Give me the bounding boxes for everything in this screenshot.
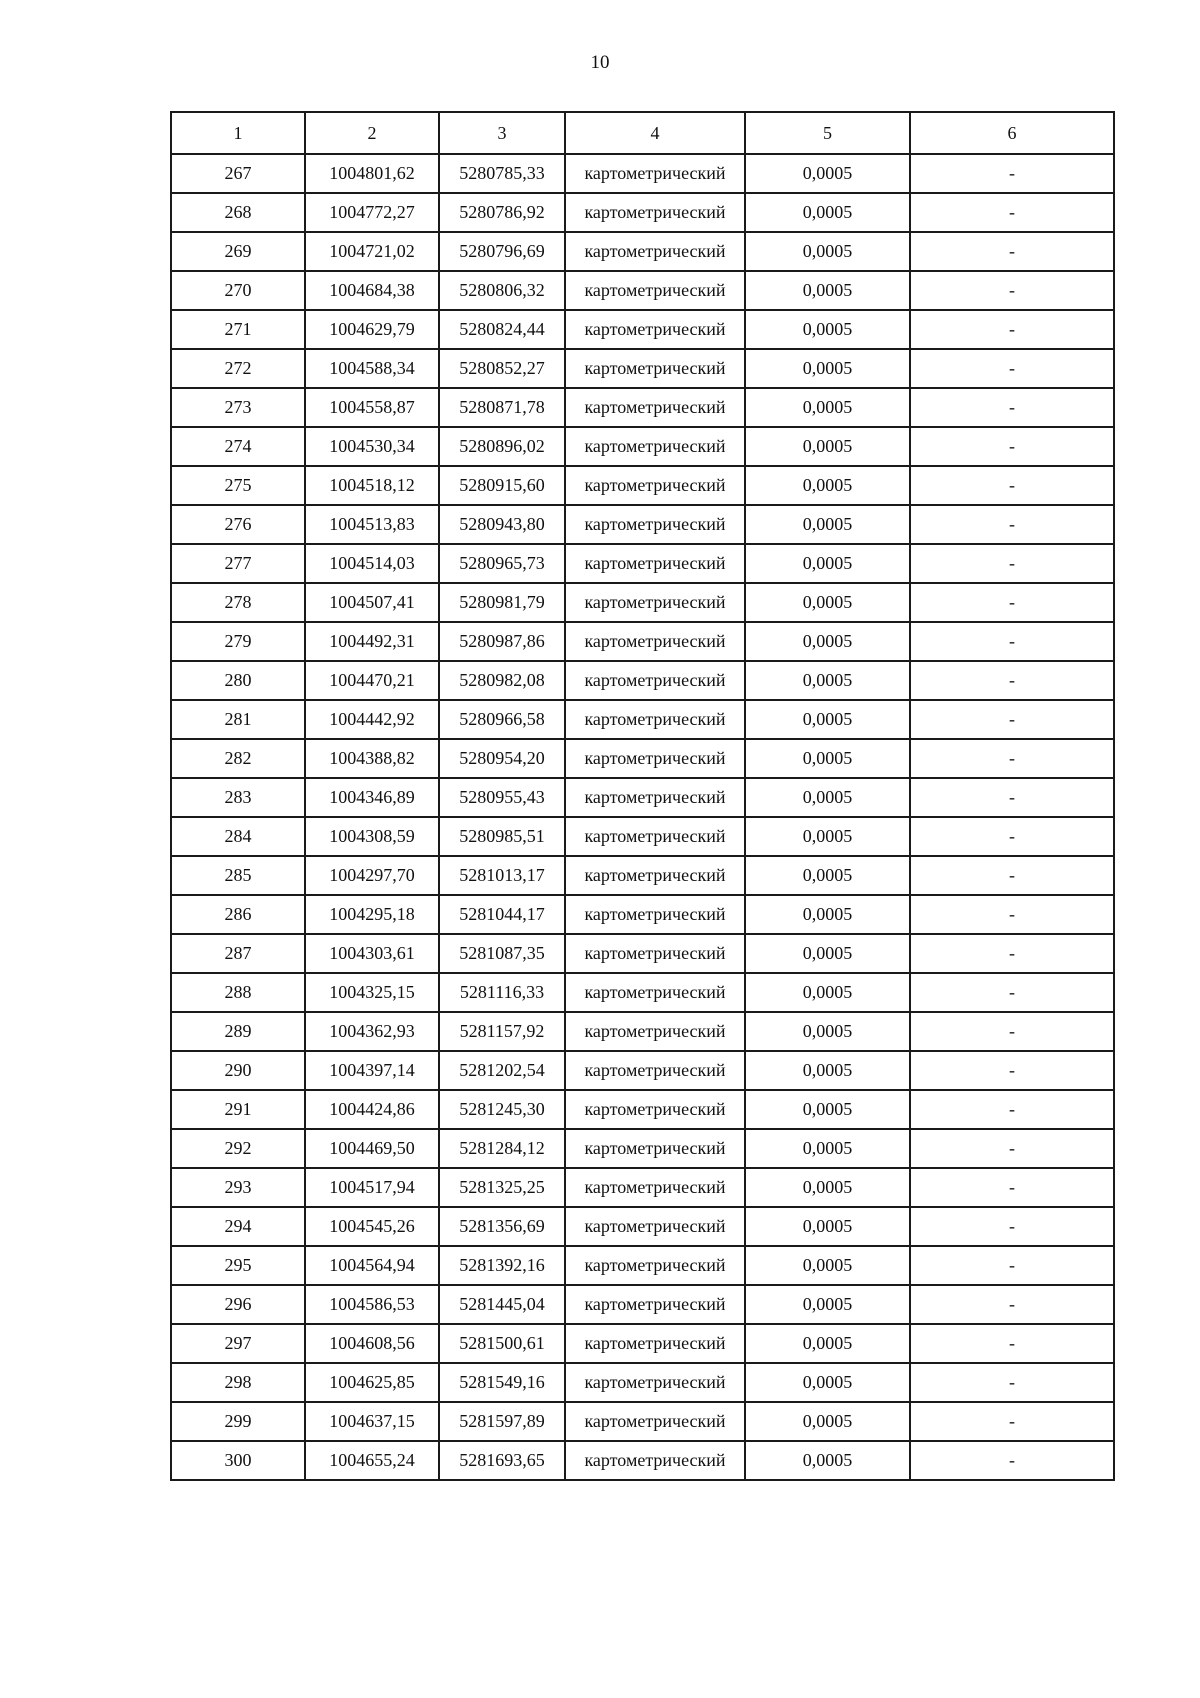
table-row [171,739,1114,778]
table-row [171,778,1114,817]
accuracy-cell: 0,0005 [745,388,910,427]
table-row [171,661,1114,700]
accuracy-cell: 0,0005 [745,1285,910,1324]
accuracy-cell: 0,0005 [745,1207,910,1246]
note-cell: - [910,973,1114,1012]
accuracy-cell: 0,0005 [745,973,910,1012]
y-coordinate-cell: 5280786,92 [439,193,565,232]
accuracy-cell: 0,0005 [745,310,910,349]
x-coordinate-cell: 1004469,50 [305,1129,439,1168]
y-coordinate-cell: 5281284,12 [439,1129,565,1168]
point-number-cell: 271 [171,310,305,349]
table-row [171,1207,1114,1246]
point-number-cell: 275 [171,466,305,505]
accuracy-cell: 0,0005 [745,1012,910,1051]
method-cell: картометрический [565,895,745,934]
method-cell: картометрический [565,739,745,778]
note-cell: - [910,544,1114,583]
accuracy-cell: 0,0005 [745,700,910,739]
accuracy-cell: 0,0005 [745,1168,910,1207]
point-number-cell: 267 [171,154,305,193]
x-coordinate-cell: 1004721,02 [305,232,439,271]
x-coordinate-cell: 1004442,92 [305,700,439,739]
note-cell: - [910,895,1114,934]
note-cell: - [910,1129,1114,1168]
x-coordinate-cell: 1004588,34 [305,349,439,388]
table-row [171,193,1114,232]
note-cell: - [910,739,1114,778]
y-coordinate-cell: 5280987,86 [439,622,565,661]
table-row [171,1285,1114,1324]
table-row [171,427,1114,466]
point-number-cell: 268 [171,193,305,232]
point-number-cell: 270 [171,271,305,310]
method-cell: картометрический [565,1129,745,1168]
accuracy-cell: 0,0005 [745,349,910,388]
column-header: 4 [565,112,745,154]
method-cell: картометрический [565,154,745,193]
x-coordinate-cell: 1004801,62 [305,154,439,193]
point-number-cell: 293 [171,1168,305,1207]
y-coordinate-cell: 5280954,20 [439,739,565,778]
method-cell: картометрический [565,1441,745,1480]
method-cell: картометрический [565,973,745,1012]
note-cell: - [910,583,1114,622]
x-coordinate-cell: 1004397,14 [305,1051,439,1090]
note-cell: - [910,1402,1114,1441]
table-row [171,271,1114,310]
y-coordinate-cell: 5281445,04 [439,1285,565,1324]
x-coordinate-cell: 1004424,86 [305,1090,439,1129]
y-coordinate-cell: 5280785,33 [439,154,565,193]
table-row [171,349,1114,388]
method-cell: картометрический [565,349,745,388]
accuracy-cell: 0,0005 [745,1246,910,1285]
note-cell: - [910,778,1114,817]
note-cell: - [910,349,1114,388]
accuracy-cell: 0,0005 [745,544,910,583]
x-coordinate-cell: 1004518,12 [305,466,439,505]
table-body [171,112,1114,1480]
x-coordinate-cell: 1004517,94 [305,1168,439,1207]
column-header: 2 [305,112,439,154]
y-coordinate-cell: 5280955,43 [439,778,565,817]
method-cell: картометрический [565,1051,745,1090]
y-coordinate-cell: 5280965,73 [439,544,565,583]
point-number-cell: 287 [171,934,305,973]
point-number-cell: 273 [171,388,305,427]
y-coordinate-cell: 5281356,69 [439,1207,565,1246]
table-row [171,1012,1114,1051]
accuracy-cell: 0,0005 [745,1441,910,1480]
note-cell: - [910,1168,1114,1207]
table-row [171,1324,1114,1363]
point-number-cell: 290 [171,1051,305,1090]
accuracy-cell: 0,0005 [745,271,910,310]
method-cell: картометрический [565,934,745,973]
table-row [171,232,1114,271]
y-coordinate-cell: 5281044,17 [439,895,565,934]
x-coordinate-cell: 1004470,21 [305,661,439,700]
note-cell: - [910,232,1114,271]
method-cell: картометрический [565,1090,745,1129]
note-cell: - [910,1441,1114,1480]
method-cell: картометрический [565,1285,745,1324]
method-cell: картометрический [565,817,745,856]
y-coordinate-cell: 5280806,32 [439,271,565,310]
note-cell: - [910,661,1114,700]
note-cell: - [910,817,1114,856]
table-row [171,1402,1114,1441]
accuracy-cell: 0,0005 [745,934,910,973]
method-cell: картометрический [565,1363,745,1402]
accuracy-cell: 0,0005 [745,817,910,856]
y-coordinate-cell: 5280982,08 [439,661,565,700]
note-cell: - [910,310,1114,349]
point-number-cell: 300 [171,1441,305,1480]
point-number-cell: 296 [171,1285,305,1324]
table-row [171,1168,1114,1207]
table-row [171,1363,1114,1402]
x-coordinate-cell: 1004772,27 [305,193,439,232]
accuracy-cell: 0,0005 [745,739,910,778]
y-coordinate-cell: 5280824,44 [439,310,565,349]
x-coordinate-cell: 1004303,61 [305,934,439,973]
note-cell: - [910,505,1114,544]
note-cell: - [910,193,1114,232]
method-cell: картометрический [565,583,745,622]
accuracy-cell: 0,0005 [745,895,910,934]
y-coordinate-cell: 5281116,33 [439,973,565,1012]
coordinates-table [170,111,1115,1481]
table-row [171,388,1114,427]
point-number-cell: 280 [171,661,305,700]
x-coordinate-cell: 1004295,18 [305,895,439,934]
x-coordinate-cell: 1004586,53 [305,1285,439,1324]
y-coordinate-cell: 5280896,02 [439,427,565,466]
y-coordinate-cell: 5280796,69 [439,232,565,271]
point-number-cell: 295 [171,1246,305,1285]
note-cell: - [910,427,1114,466]
note-cell: - [910,622,1114,661]
y-coordinate-cell: 5281392,16 [439,1246,565,1285]
method-cell: картометрический [565,310,745,349]
x-coordinate-cell: 1004388,82 [305,739,439,778]
method-cell: картометрический [565,505,745,544]
accuracy-cell: 0,0005 [745,778,910,817]
point-number-cell: 285 [171,856,305,895]
table-header-row [171,112,1114,154]
method-cell: картометрический [565,700,745,739]
note-cell: - [910,271,1114,310]
table-row [171,310,1114,349]
table-row [171,700,1114,739]
y-coordinate-cell: 5281202,54 [439,1051,565,1090]
accuracy-cell: 0,0005 [745,622,910,661]
accuracy-cell: 0,0005 [745,154,910,193]
note-cell: - [910,856,1114,895]
x-coordinate-cell: 1004297,70 [305,856,439,895]
note-cell: - [910,934,1114,973]
accuracy-cell: 0,0005 [745,1363,910,1402]
method-cell: картометрический [565,466,745,505]
method-cell: картометрический [565,778,745,817]
y-coordinate-cell: 5281087,35 [439,934,565,973]
x-coordinate-cell: 1004492,31 [305,622,439,661]
accuracy-cell: 0,0005 [745,232,910,271]
table-row [171,544,1114,583]
x-coordinate-cell: 1004545,26 [305,1207,439,1246]
point-number-cell: 272 [171,349,305,388]
point-number-cell: 284 [171,817,305,856]
x-coordinate-cell: 1004513,83 [305,505,439,544]
accuracy-cell: 0,0005 [745,661,910,700]
y-coordinate-cell: 5281157,92 [439,1012,565,1051]
x-coordinate-cell: 1004308,59 [305,817,439,856]
note-cell: - [910,154,1114,193]
note-cell: - [910,388,1114,427]
method-cell: картометрический [565,856,745,895]
method-cell: картометрический [565,1012,745,1051]
table-row [171,1129,1114,1168]
x-coordinate-cell: 1004684,38 [305,271,439,310]
point-number-cell: 292 [171,1129,305,1168]
table-row [171,817,1114,856]
accuracy-cell: 0,0005 [745,583,910,622]
table-row [171,154,1114,193]
note-cell: - [910,1363,1114,1402]
y-coordinate-cell: 5280943,80 [439,505,565,544]
note-cell: - [910,700,1114,739]
y-coordinate-cell: 5280985,51 [439,817,565,856]
y-coordinate-cell: 5280966,58 [439,700,565,739]
point-number-cell: 276 [171,505,305,544]
x-coordinate-cell: 1004530,34 [305,427,439,466]
point-number-cell: 298 [171,1363,305,1402]
accuracy-cell: 0,0005 [745,505,910,544]
method-cell: картометрический [565,1207,745,1246]
x-coordinate-cell: 1004362,93 [305,1012,439,1051]
accuracy-cell: 0,0005 [745,1090,910,1129]
accuracy-cell: 0,0005 [745,1402,910,1441]
table-row [171,856,1114,895]
accuracy-cell: 0,0005 [745,1051,910,1090]
point-number-cell: 289 [171,1012,305,1051]
method-cell: картометрический [565,622,745,661]
table-row [171,1051,1114,1090]
method-cell: картометрический [565,661,745,700]
point-number-cell: 281 [171,700,305,739]
note-cell: - [910,1285,1114,1324]
x-coordinate-cell: 1004629,79 [305,310,439,349]
point-number-cell: 294 [171,1207,305,1246]
note-cell: - [910,1090,1114,1129]
y-coordinate-cell: 5281013,17 [439,856,565,895]
accuracy-cell: 0,0005 [745,1129,910,1168]
point-number-cell: 279 [171,622,305,661]
note-cell: - [910,1207,1114,1246]
note-cell: - [910,1324,1114,1363]
table-row [171,622,1114,661]
y-coordinate-cell: 5281693,65 [439,1441,565,1480]
point-number-cell: 283 [171,778,305,817]
page-number: 10 [590,52,610,73]
accuracy-cell: 0,0005 [745,466,910,505]
table-row [171,934,1114,973]
point-number-cell: 299 [171,1402,305,1441]
point-number-cell: 288 [171,973,305,1012]
table-row [171,973,1114,1012]
column-header: 6 [910,112,1114,154]
point-number-cell: 286 [171,895,305,934]
table-row [171,1441,1114,1480]
x-coordinate-cell: 1004558,87 [305,388,439,427]
note-cell: - [910,1246,1114,1285]
method-cell: картометрический [565,232,745,271]
point-number-cell: 297 [171,1324,305,1363]
note-cell: - [910,1012,1114,1051]
column-header: 1 [171,112,305,154]
x-coordinate-cell: 1004325,15 [305,973,439,1012]
y-coordinate-cell: 5281500,61 [439,1324,565,1363]
point-number-cell: 291 [171,1090,305,1129]
x-coordinate-cell: 1004564,94 [305,1246,439,1285]
x-coordinate-cell: 1004346,89 [305,778,439,817]
method-cell: картометрический [565,193,745,232]
y-coordinate-cell: 5280915,60 [439,466,565,505]
method-cell: картометрический [565,1324,745,1363]
table-row [171,466,1114,505]
method-cell: картометрический [565,388,745,427]
table-row [171,583,1114,622]
method-cell: картометрический [565,1402,745,1441]
y-coordinate-cell: 5280871,78 [439,388,565,427]
column-header: 5 [745,112,910,154]
accuracy-cell: 0,0005 [745,193,910,232]
point-number-cell: 282 [171,739,305,778]
y-coordinate-cell: 5280981,79 [439,583,565,622]
note-cell: - [910,1051,1114,1090]
method-cell: картометрический [565,1246,745,1285]
x-coordinate-cell: 1004655,24 [305,1441,439,1480]
x-coordinate-cell: 1004507,41 [305,583,439,622]
point-number-cell: 269 [171,232,305,271]
point-number-cell: 274 [171,427,305,466]
x-coordinate-cell: 1004625,85 [305,1363,439,1402]
note-cell: - [910,466,1114,505]
method-cell: картометрический [565,271,745,310]
point-number-cell: 278 [171,583,305,622]
method-cell: картометрический [565,1168,745,1207]
method-cell: картометрический [565,427,745,466]
x-coordinate-cell: 1004608,56 [305,1324,439,1363]
y-coordinate-cell: 5280852,27 [439,349,565,388]
y-coordinate-cell: 5281549,16 [439,1363,565,1402]
point-number-cell: 277 [171,544,305,583]
table-row [171,1090,1114,1129]
accuracy-cell: 0,0005 [745,856,910,895]
y-coordinate-cell: 5281597,89 [439,1402,565,1441]
column-header: 3 [439,112,565,154]
y-coordinate-cell: 5281245,30 [439,1090,565,1129]
table-row [171,895,1114,934]
accuracy-cell: 0,0005 [745,1324,910,1363]
y-coordinate-cell: 5281325,25 [439,1168,565,1207]
accuracy-cell: 0,0005 [745,427,910,466]
table-row [171,505,1114,544]
x-coordinate-cell: 1004514,03 [305,544,439,583]
method-cell: картометрический [565,544,745,583]
x-coordinate-cell: 1004637,15 [305,1402,439,1441]
table-row [171,1246,1114,1285]
